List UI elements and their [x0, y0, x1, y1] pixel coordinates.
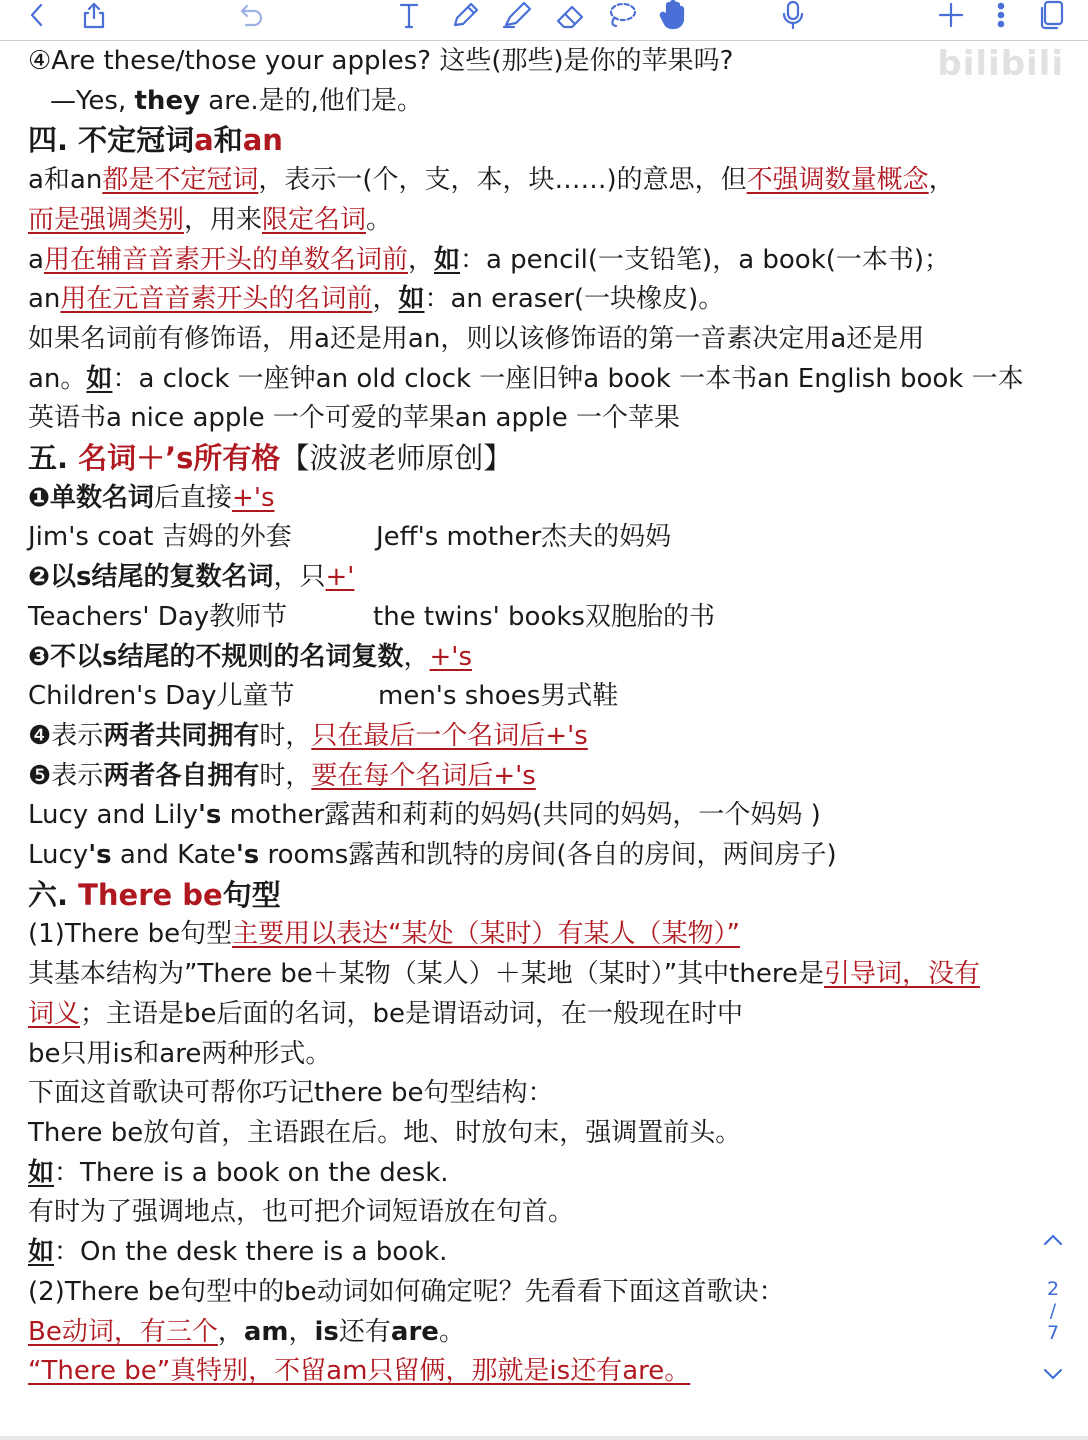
text-line: an。如：a clock 一座钟an old clock 一座旧钟a book 一本书an English book 一本 — [28, 363, 1024, 394]
text-line: —Yes, they are.是的,他们是。 — [50, 85, 423, 116]
text-line: (2)There be句型中的be动词如何确定呢？先看看下面这首歌诀： — [28, 1276, 785, 1307]
text-line: 如果名词前有修饰语，用a还是用an，则以该修饰语的第一音素决定用a还是用 — [28, 323, 925, 354]
text-line: 词义；主语是be后面的名词，be是谓语动词，在一般现在时中 — [28, 998, 744, 1029]
more-icon[interactable] — [988, 0, 1014, 30]
page-indicator — [1018, 1278, 1088, 1344]
text-line: a用在辅音音素开头的单数名词前，如：a pencil(一支铅笔)，a book(一本书)； — [28, 244, 951, 275]
eraser-icon[interactable] — [550, 0, 588, 30]
section-heading-5: 五. 名词＋’s所有格【波波老师原创】 — [28, 441, 513, 476]
share-icon[interactable] — [78, 0, 110, 30]
text-line: “There be”真特别，不留am只留俩，那就是is还有are。 — [28, 1356, 691, 1387]
rule-line: ❸不以s结尾的不规则的名词复数，+'s — [28, 641, 472, 672]
section-heading-6: 六. There be句型 — [28, 877, 281, 912]
section-heading-4: 四. 不定冠词a和an — [28, 123, 283, 158]
example-line: Teachers' Day教师节 the twins' books双胞胎的书 — [28, 601, 715, 632]
toolbar — [0, 0, 1088, 41]
chevron-left-icon[interactable] — [22, 0, 52, 30]
document-body — [28, 42, 1048, 1392]
page-separator: / — [1049, 1300, 1057, 1322]
text-line: 如：On the desk there is a book. — [28, 1237, 448, 1268]
text-line: 其基本结构为”There be＋某物（某人）＋某地（某时）”其中there是引导词，没有 — [28, 959, 980, 990]
rule-line: ❶单数名词后直接+'s — [28, 482, 275, 513]
text-line: 有时为了强调地点，也可把介词短语放在句首。 — [28, 1197, 575, 1228]
microphone-icon[interactable] — [778, 0, 808, 30]
text-cursor-icon[interactable] — [394, 0, 424, 30]
text-line: Be动词，有三个，am，is还有are。 — [28, 1316, 465, 1347]
rule-line: ❺表示两者各自拥有时，要在每个名词后+'s — [28, 760, 536, 791]
pages-icon[interactable] — [1036, 0, 1068, 30]
text-line: a和an都是不定冠词，表示一(个，支，本，块……)的意思，但不强调数量概念， — [28, 165, 955, 196]
lasso-icon[interactable] — [604, 0, 640, 30]
text-line: (1)There be句型主要用以表达“某处（某时）有某人（某物）” — [28, 919, 741, 950]
example-line: Lucy's and Kate's rooms露茜和凯特的房间(各自的房间，两间房子) — [28, 840, 837, 871]
text-line: 如：There is a book on the desk. — [28, 1157, 449, 1188]
bottom-divider — [0, 1436, 1088, 1440]
text-line: 英语书a nice apple 一个可爱的苹果an apple 一个苹果 — [28, 403, 680, 434]
text-line: 下面这首歌诀可帮你巧记there be句型结构： — [28, 1078, 554, 1109]
page-up-button[interactable] — [1018, 1232, 1088, 1252]
example-line: Children's Day儿童节 men's shoes男式鞋 — [28, 681, 619, 712]
page-current: 2 — [1046, 1278, 1060, 1300]
highlighter-icon[interactable] — [498, 0, 534, 30]
text-line: 而是强调类别，用来限定名词。 — [28, 204, 393, 235]
chevron-down-icon — [1042, 1366, 1064, 1382]
page-down-button[interactable] — [1018, 1366, 1088, 1386]
rule-line: ❹表示两者共同拥有时，只在最后一个名词后+'s — [28, 720, 588, 751]
text-line: be只用is和are两种形式。 — [28, 1038, 332, 1069]
text-line: There be放句首，主语跟在后。地、时放句末，强调置前头。 — [28, 1117, 742, 1148]
plus-icon[interactable] — [936, 0, 966, 30]
hand-icon[interactable] — [656, 0, 690, 30]
text-line: an用在元音音素开头的名词前，如：an eraser(一块橡皮)。 — [28, 284, 725, 315]
text-line: ④Are these/those your apples? 这些(那些)是你的苹果吗? — [28, 46, 734, 76]
example-line: Lucy and Lily's mother露茜和莉莉的妈妈(共同的妈妈，一个妈妈 ) — [28, 800, 821, 831]
page-total: 7 — [1046, 1322, 1060, 1344]
undo-icon[interactable] — [236, 0, 268, 30]
example-line: Jim's coat 吉姆的外套 Jeff's mother杰夫的妈妈 — [28, 522, 672, 553]
chevron-up-icon — [1042, 1232, 1064, 1248]
rule-line: ❷以s结尾的复数名词，只+' — [28, 562, 355, 593]
pen-icon[interactable] — [448, 0, 482, 30]
watermark-logo: bilibili — [937, 44, 1064, 84]
